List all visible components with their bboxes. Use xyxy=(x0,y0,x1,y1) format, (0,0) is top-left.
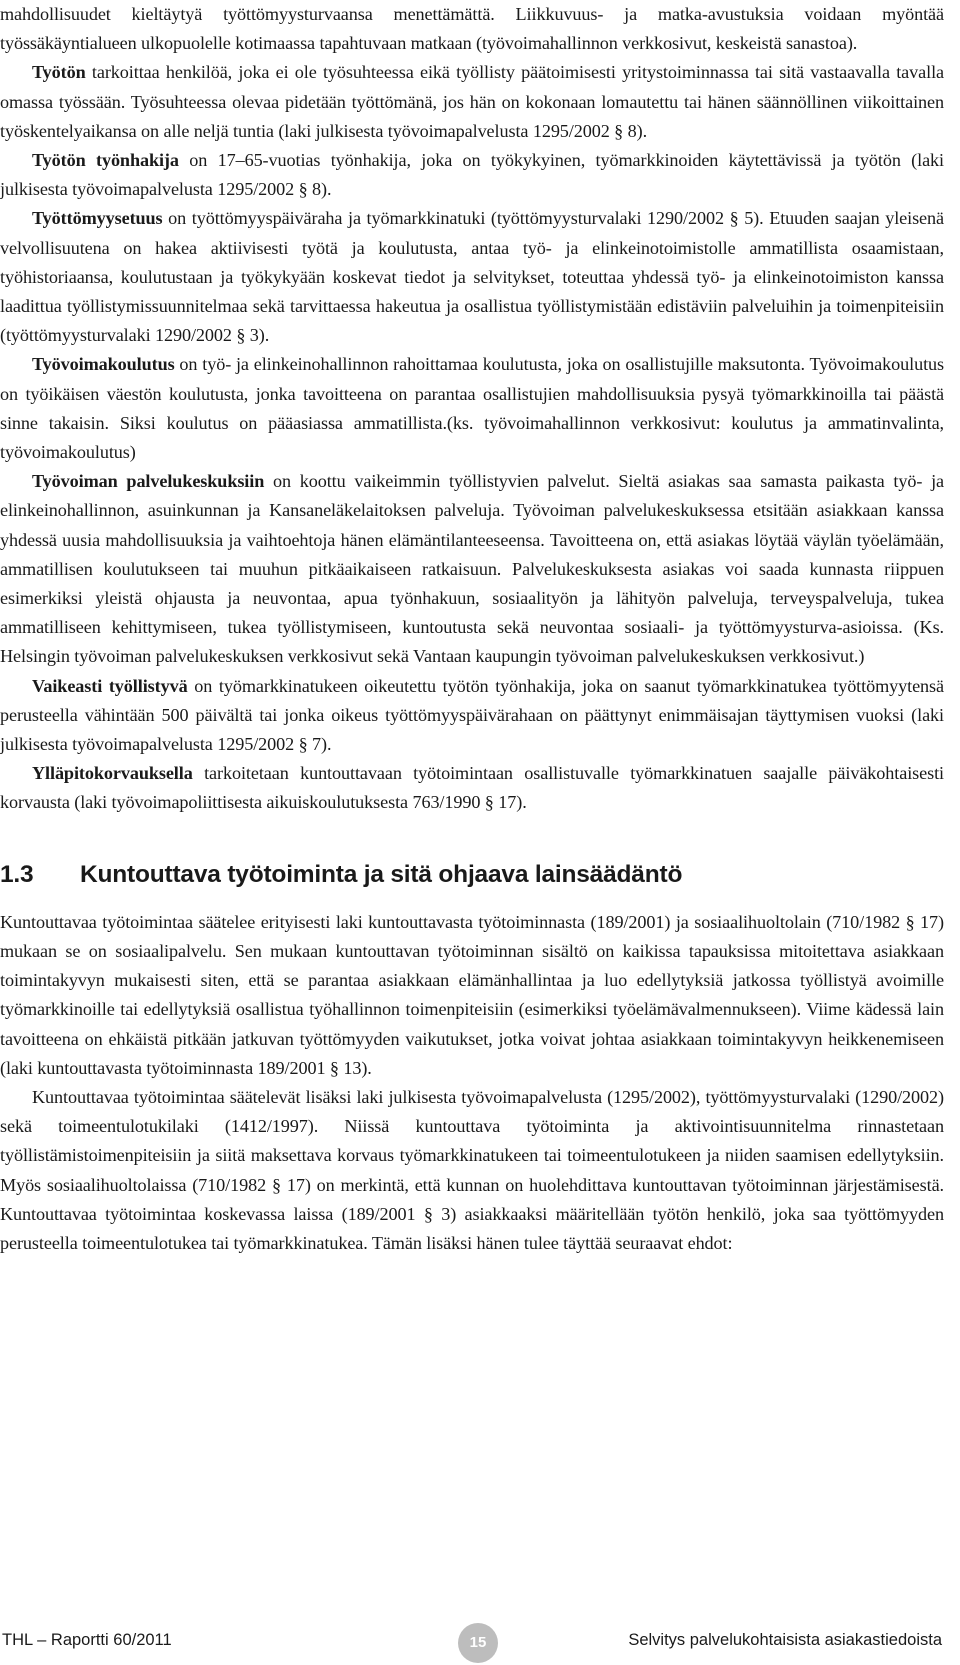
page-number-badge: 15 xyxy=(458,1623,498,1663)
definition-text: on 17–65-vuotias työnhakija, joka on työkykyinen, työmarkkinoiden käytettävissä ja työtön (laki julkisesta työvoimapalvelusta 1295/2002 § 8). xyxy=(0,150,944,200)
definition-text: on työttömyyspäiväraha ja työmarkkinatuki (työttömyysturvalaki 1290/2002 § 5). Etuuden saajan yleisenä velvollisuutena on hakea aktiivisesti työtä ja koulutusta, antaa työ- ja elinkeinotoimistolle ammatillista osaamistaan, työhistoriaansa, koulutustaan ja työkykyään koskevat tiedot ja selvitykset, toteuttaa yhdessä työ- ja elinkeinotoimiston kanssa laadittua työllistymissuunnitelmaa sekä tarvittaessa hakeutua ja osallistua työllistymistään edistäviin palveluihin ja toimenpiteisiin (työttömyysturvalaki 1290/2002 § 3). xyxy=(0,208,944,346)
definition-tyoton-tyonhakija xyxy=(0,146,944,204)
definition-text: on työ- ja elinkeinohallinnon rahoittamaa koulutusta, joka on osallistujille maksutonta. Työvoimakoulutus on työikäisen väestön koulutusta, jonka tavoitteena on parantaa osallistujien mahdollisuuksia pysyä työmarkkinoilla tai päästä sinne takaisin. Siksi koulutus on pääasiassa ammatillista.(ks. työvoimahallinnon verkkosivut: koulutus ja ammatinvalinta, työvoimakoulutus) xyxy=(0,354,944,463)
footer-report-title: THL – Raportti 60/2011 xyxy=(2,1631,172,1649)
footer-document-title: Selvitys palvelukohtaisista asiakastiedoista xyxy=(628,1631,942,1649)
definition-term: Työvoimakoulutus xyxy=(32,354,175,375)
definition-text: on koottu vaikeimmin työllistyvien palvelut. Sieltä asiakas saa samasta paikasta työ- ja elinkeinohallinnon, asuinkunnan ja Kansaneläkelaitoksen palveluja. Työvoiman palvelukeskuksessa etsitään asiakkaan kanssa yhdessä uusia mahdollisuuksia ja vaihtoehtoja hänen elämäntilanteeseensa. Tavoitteena on, että asiakas löytää väylän työelämään, ammatillisen koulutukseen tai muuhun pitkäaikaiseen ratkaisuun. Palvelukeskuksesta asiakas voi saada kunnasta riippuen esimerkiksi yleistä ohjausta ja neuvontaa, apua työnhakuun, sosiaalityön ja lähityön palveluja, terveyspalveluja, tukea ammatilliseen kehittymiseen, tukea työllistymiseen, kuntoutusta sekä neuvontaa sosiaali- ja työttömyysturva-asioissa. (Ks. Helsingin työvoiman palvelukeskuksen verkkosivut sekä Vantaan kaupungin työvoiman palvelukeskuksen verkkosivut.) xyxy=(0,471,944,667)
definition-tyovoimakoulutus xyxy=(0,350,944,467)
paragraph-continued xyxy=(0,0,944,58)
definition-term: Työtön xyxy=(32,62,86,83)
paragraph-text: mahdollisuudet kieltäytyä työttömyysturvaansa menettämättä. Liikkuvuus- ja matka-avustuksia voidaan myöntää työssäkäyntialueen ulkopuolelle kotimaassa tapahtuvaan matkaan (työvoimahallinnon verkkosivut, keskeistä sanastoa). xyxy=(0,4,944,54)
definition-tyottomyysetuus xyxy=(0,204,944,350)
definition-text: tarkoitetaan kuntouttavaan työtoimintaan osallistuvalle työmarkkinatuen saajalle päiväkohtaisesti korvausta (laki työvoimapoliittisesta aikuiskoulutuksesta 763/1990 § 17). xyxy=(0,763,944,813)
definition-term: Työvoiman palvelukeskuksiin xyxy=(32,471,265,492)
section-number: 1.3 xyxy=(0,860,34,888)
section-paragraph-2 xyxy=(0,1083,944,1258)
definition-term: Ylläpitokorvauksella xyxy=(32,763,193,784)
section-title: Kuntouttava työtoiminta ja sitä ohjaava lainsäädäntö xyxy=(80,860,683,888)
definition-term: Vaikeasti työllistyvä xyxy=(32,675,188,696)
definition-term: Työtön työnhakija xyxy=(32,150,179,171)
definition-text: tarkoittaa henkilöä, joka ei ole työsuhteessa eikä työllisty päätoimisesti yritystoiminnassa tai sitä vastaavalla tavalla omassa työssään. Työsuhteessa olevaa pidetään työttömänä, jos hän on kokonaan lomautettu tai hänen säännöllinen viikoittainen työskentelyaikansa on alle neljä tuntia (laki julkisesta työvoimapalvelusta 1295/2002 § 8). xyxy=(0,62,944,141)
section-paragraph-1 xyxy=(0,908,944,1083)
definition-yllapitokorvaus xyxy=(0,759,944,817)
definition-vaikeasti-tyollistyva xyxy=(0,672,944,760)
definition-term: Työttömyysetuus xyxy=(32,208,163,229)
definition-tyoton xyxy=(0,58,944,146)
page-footer xyxy=(0,1623,944,1659)
definition-tyovoiman-palvelukeskus xyxy=(0,467,944,671)
definition-text: on työmarkkinatukeen oikeutettu työtön työnhakija, joka on saanut työmarkkinatukea työttömyytensä perusteella vähintään 500 päivältä tai jonka oikeus työttömyyspäivärahaan on päättynyt enimmäisajan täyttymisen vuoksi (laki julkisesta työvoimapalvelusta 1295/2002 § 7). xyxy=(0,675,944,755)
section-heading xyxy=(0,858,944,892)
paragraph-text: Kuntouttavaa työtoimintaa säätelevät lisäksi laki julkisesta työvoimapalvelusta (1295/2002), työttömyysturvalaki (1290/2002) sekä toimeentulotukilaki (1412/1997). Niissä kuntouttava työtoiminta ja aktivointisuunnitelma rinnastetaan työllistämistoimenpiteisiin ja siitä maksettava korvaus työmarkkinatukeen tai toimeentulotukeen ja niiden saamisen edellytyksiin. Myös sosiaalihuoltolaissa (710/1982 § 17) on merkintä, että kunnan on huolehdittava kuntouttavan työtoiminnan järjestämisestä. Kuntouttavaa työtoimintaa koskevassa laissa (189/2001 § 3) asiakkaaksi määritellään työtön henkilö, joka saa työttömyyden perusteella toimeentulotukea tai työmarkkinatukea. Tämän lisäksi hänen tulee täyttää seuraavat ehdot: xyxy=(0,1086,944,1253)
paragraph-text: Kuntouttavaa työtoimintaa säätelee erityisesti laki kuntouttavasta työtoiminnasta (189/2001) ja sosiaalihuoltolain (710/1982 § 17) mukaan se on sosiaalipalvelu. Sen mukaan kuntouttavan työtoiminnan sisältö on kaikissa tapauksissa mitoitettava asiakkaan toimintakyvyn mukaisesti siten, että se parantaa asiakkaan elämänhallintaa ja luo edellytyksiä jatkossa työllistyä avoimille työmarkkinoille tai edellytyksiä osallistua työhallinnon toimenpiteisiin (esimerkiksi työelämävalmennukseen). Viime kädessä lain tavoitteena on ehkäistä pitkään jatkuvan työttömyyden vaikutukset, jotka voivat johtaa asiakkaan toimintakyvyn heikkenemiseen (laki kuntouttavasta työtoiminnasta 189/2001 § 13). xyxy=(0,911,944,1078)
